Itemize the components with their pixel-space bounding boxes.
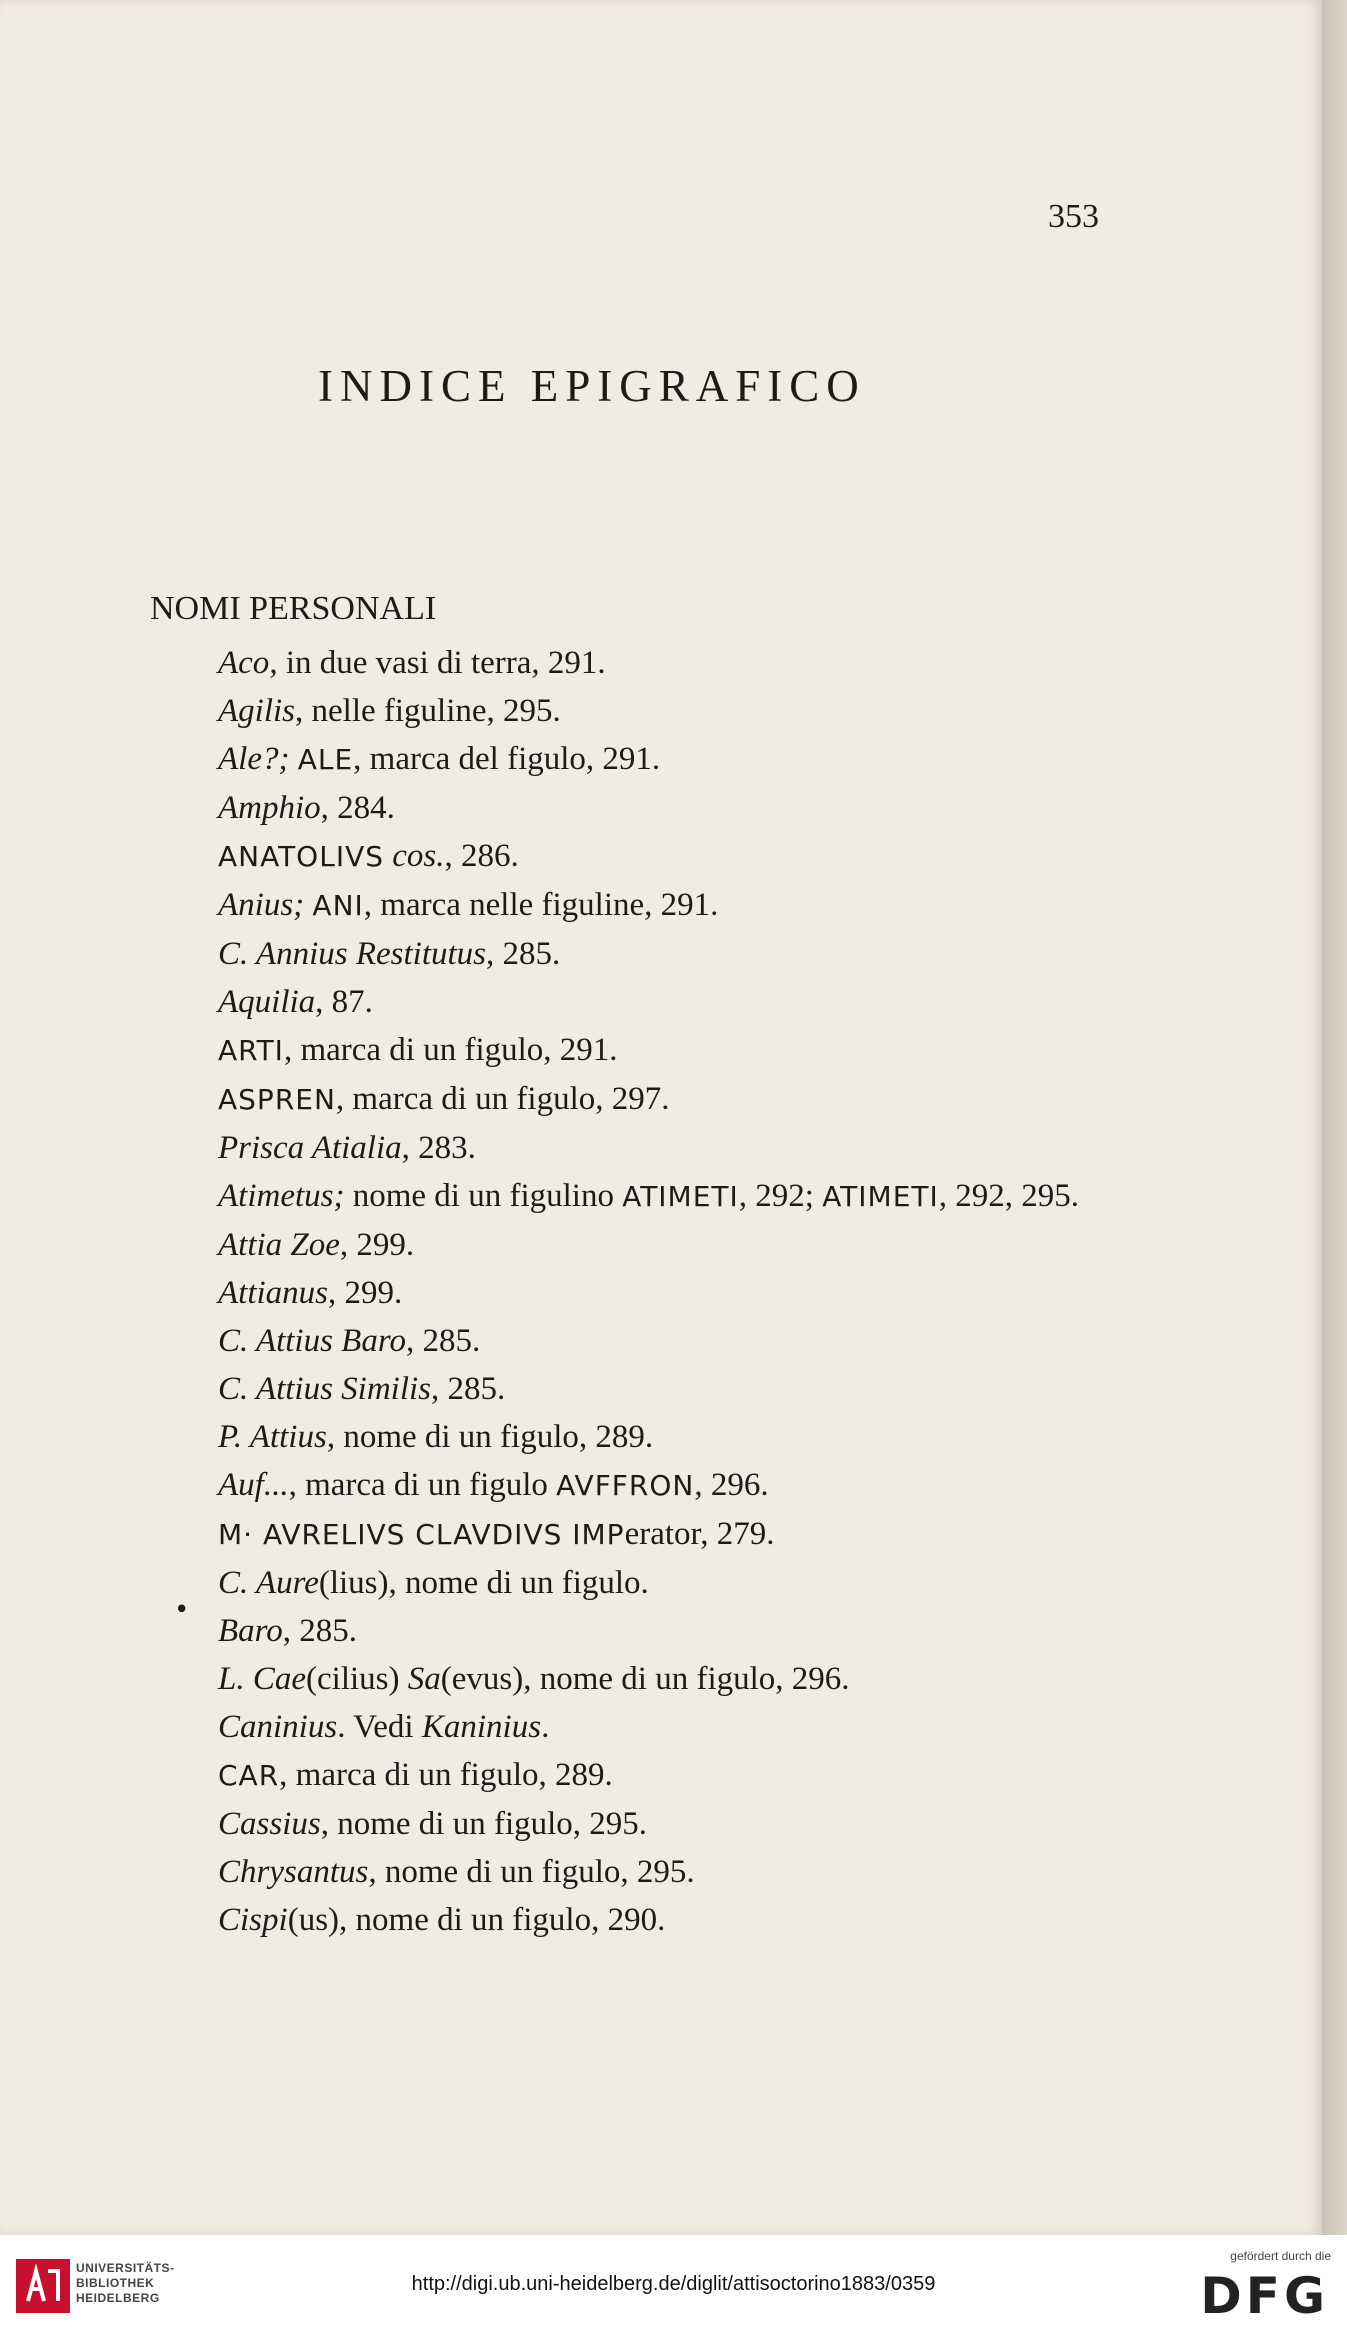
entry-text: Agilis bbox=[218, 693, 296, 729]
index-entry bbox=[218, 832, 1098, 881]
index-entry bbox=[218, 1607, 1098, 1655]
source-url-link[interactable]: http://digi.ub.uni-heidelberg.de/diglit/attisoctorino1883/0359 bbox=[411, 2273, 936, 2295]
index-entry bbox=[218, 1221, 1098, 1269]
index-entry bbox=[218, 1413, 1098, 1461]
entry-text: , 292; bbox=[738, 1178, 823, 1214]
entry-text: Kaninius bbox=[421, 1709, 542, 1745]
entry-text: ANATOLIVS bbox=[218, 840, 385, 873]
entry-text: Sa bbox=[407, 1661, 441, 1697]
entry-text: Ale?; bbox=[218, 741, 290, 777]
entry-text: , in due vasi di terra, 291. bbox=[269, 645, 606, 681]
entry-text: (evus), nome di un figulo, 296. bbox=[440, 1661, 850, 1697]
entry-text: ATIMETI bbox=[622, 1180, 739, 1213]
entry-text: Cassius bbox=[218, 1806, 321, 1842]
entry-text: Prisca Atialia bbox=[218, 1130, 402, 1166]
entry-text: ASPREN bbox=[218, 1083, 336, 1116]
index-entry bbox=[218, 1026, 1098, 1075]
entry-text: C. Aure bbox=[218, 1565, 319, 1601]
margin-mark: • bbox=[174, 1595, 190, 1625]
dfg-logo: DFG bbox=[1200, 2267, 1329, 2325]
entry-text: (us), nome di un figulo, 290. bbox=[287, 1902, 666, 1938]
entry-text: nome di un figulino bbox=[344, 1178, 623, 1214]
entry-text: , 296. bbox=[694, 1467, 769, 1503]
entry-text: Atimetus; bbox=[218, 1178, 345, 1214]
index-entry bbox=[218, 930, 1098, 978]
entry-text: , 292, 295. bbox=[938, 1178, 1080, 1214]
entry-text: erator, 279. bbox=[624, 1516, 775, 1552]
index-entry bbox=[218, 1848, 1098, 1896]
entry-text: ARTI bbox=[218, 1034, 284, 1067]
entry-text: , marca di un figulo, 289. bbox=[279, 1757, 613, 1793]
entry-text: , marca di un figulo, 291. bbox=[283, 1032, 618, 1068]
entry-text: , nome di un figulo, 289. bbox=[326, 1419, 654, 1455]
index-entry bbox=[218, 1559, 1098, 1607]
page-edge bbox=[1322, 0, 1347, 2235]
entry-text: , 286. bbox=[444, 838, 519, 874]
entry-text: , 285. bbox=[486, 936, 561, 972]
entry-text: cos. bbox=[392, 838, 445, 874]
entry-text: , 299. bbox=[339, 1227, 415, 1263]
index-entry bbox=[218, 1510, 1098, 1559]
entry-text: . Vedi bbox=[337, 1709, 422, 1745]
entry-text: (lius), nome di un figulo. bbox=[318, 1565, 649, 1601]
section-heading: NOMI PERSONALI bbox=[150, 590, 437, 627]
entry-text: , marca del figulo, 291. bbox=[353, 741, 661, 777]
entry-text: CAR bbox=[218, 1759, 280, 1792]
index-entry bbox=[218, 1124, 1098, 1172]
entry-text: , nelle figuline, 295. bbox=[295, 693, 561, 729]
entry-text: , 87. bbox=[315, 984, 373, 1020]
index-entry bbox=[218, 1365, 1098, 1413]
entry-text: C. Annius Restitutus bbox=[218, 936, 486, 972]
footer-bar bbox=[0, 2235, 1347, 2335]
entry-text: Auf... bbox=[218, 1467, 289, 1503]
entry-text: , marca nelle figuline, 291. bbox=[363, 887, 719, 923]
entry-text: Baro bbox=[218, 1613, 283, 1649]
entry-text: , marca di un figulo, 297. bbox=[335, 1081, 670, 1117]
entry-list bbox=[218, 639, 1098, 1944]
index-entry bbox=[218, 978, 1098, 1026]
index-entry bbox=[218, 1461, 1098, 1510]
entry-text: AVFFRON bbox=[556, 1469, 695, 1502]
entry-text: , 284. bbox=[320, 790, 395, 826]
entry-text: , 283. bbox=[401, 1130, 476, 1166]
entry-text: , marca di un figulo bbox=[288, 1467, 557, 1503]
entry-text: . bbox=[541, 1709, 550, 1745]
entry-text: Aco bbox=[218, 645, 270, 681]
entry-text: P. Attius bbox=[218, 1419, 327, 1455]
entry-text: M· AVRELIVS CLAVDIVS IMP bbox=[218, 1518, 625, 1551]
entry-text bbox=[289, 741, 297, 777]
index-entry bbox=[218, 687, 1098, 735]
entry-text: ANI bbox=[312, 889, 364, 922]
entry-text: Chrysantus bbox=[218, 1854, 369, 1890]
index-entry bbox=[218, 1655, 1098, 1703]
entry-text: (cilius) bbox=[306, 1661, 408, 1697]
entry-text: ATIMETI bbox=[822, 1180, 939, 1213]
entry-text: Caninius bbox=[218, 1709, 338, 1745]
index-entry bbox=[218, 1317, 1098, 1365]
index-entry bbox=[218, 881, 1098, 930]
index-entry bbox=[218, 1703, 1098, 1751]
entry-text: , 285. bbox=[405, 1323, 481, 1359]
index-entry bbox=[218, 1269, 1098, 1317]
entry-text: Aquilia bbox=[218, 984, 316, 1020]
index-entry bbox=[218, 1172, 1098, 1221]
entry-text: C. Attius Baro bbox=[218, 1323, 406, 1359]
entry-text: Anius; bbox=[218, 887, 305, 923]
entry-text: Amphio bbox=[218, 790, 321, 826]
entry-text: , 299. bbox=[328, 1275, 403, 1311]
entry-text: Cispi bbox=[218, 1902, 288, 1938]
index-entry bbox=[218, 1800, 1098, 1848]
index-entry bbox=[218, 1075, 1098, 1124]
page-title: INDICE EPIGRAFICO bbox=[318, 361, 866, 411]
index-entry bbox=[218, 735, 1098, 784]
index-entry bbox=[218, 1751, 1098, 1800]
entry-text: , nome di un figulo, 295. bbox=[368, 1854, 695, 1890]
library-name: UNIVERSITÄTS- BIBLIOTHEK HEIDELBERG bbox=[76, 2261, 175, 2305]
index-entry bbox=[218, 784, 1098, 832]
entry-text: , 285. bbox=[282, 1613, 358, 1649]
entry-text: , nome di un figulo, 295. bbox=[320, 1806, 648, 1842]
index-entry bbox=[218, 639, 1098, 687]
entry-text: , 285. bbox=[431, 1371, 506, 1407]
entry-text: L. Cae bbox=[218, 1661, 307, 1697]
page-number: 353 bbox=[1048, 198, 1099, 235]
entry-text: C. Attius Similis bbox=[218, 1371, 432, 1407]
entry-text: ALE bbox=[297, 743, 354, 776]
entry-text: Attia Zoe bbox=[218, 1227, 340, 1263]
index-entry bbox=[218, 1896, 1098, 1944]
funded-by-label: gefördert durch die bbox=[1230, 2249, 1331, 2263]
entry-text: Attianus bbox=[218, 1275, 329, 1311]
